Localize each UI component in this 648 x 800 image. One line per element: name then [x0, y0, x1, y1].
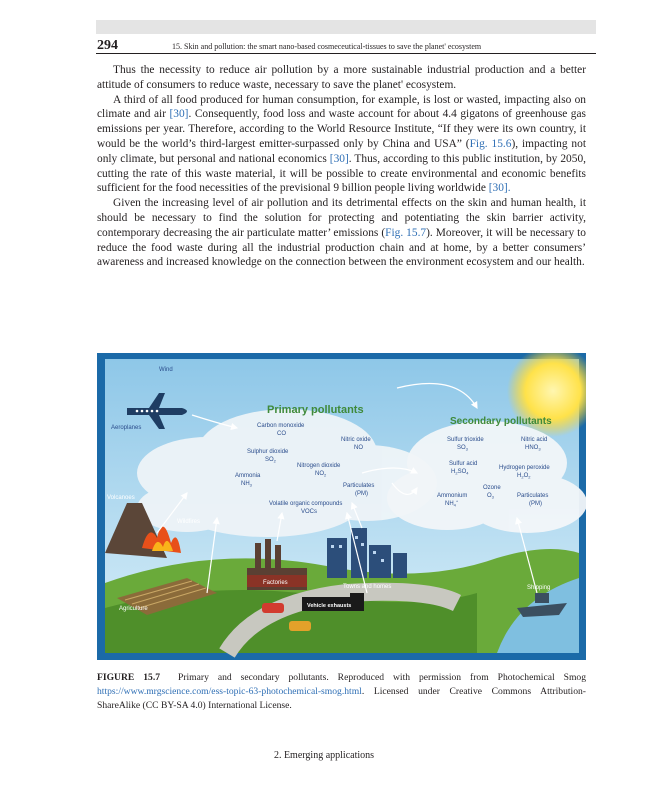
p2-text-c: ), impacting not only climate, but personal and national economics: [97, 137, 586, 165]
paragraph-1: Thus the necessity to reduce air pollution by a more sustainable industrial production and a better attitude of consumers to reduce waste, necessary to save the planet' ecosystem.: [97, 64, 586, 91]
truck-cab-icon: [350, 593, 364, 611]
factories-label: Factories: [263, 580, 288, 586]
ozone-name: Ozone: [483, 485, 501, 491]
co-formula: CO: [277, 431, 286, 437]
fig-15-6-link[interactable]: Fig. 15.6: [469, 137, 512, 150]
ref-30-link[interactable]: [30]: [169, 108, 189, 121]
ozone-formula: $O_3$: [487, 493, 494, 500]
p2-text-a: A third of all food produced for human consumption, for example, is lost or wasted, impacting also on climate and air: [97, 93, 586, 121]
wildfires-label: Wildfires: [177, 519, 201, 525]
paragraph-3: [97, 196, 586, 270]
no-formula: NO: [354, 445, 363, 451]
p2-text-b: . Consequently, food loss and waste account for about 4.4 gigatons of greenhouse gas emissions per year. Therefore, according to the World Resource Institute, “If they were its own country, it would be the world’s third-largest emitter-surpassed only by China and USA” (: [97, 108, 586, 150]
pm2-formula: (PM): [529, 501, 542, 507]
vehicle-label: Vehicle exhausts: [307, 603, 352, 609]
shipping-label: Shipping: [527, 585, 551, 591]
nh4-formula: $NH_4^+$: [445, 498, 459, 508]
caption-text-2: . Licensed under Creative Commons Attribution-ShareAlike (CC BY-SA 4.0) International License.: [97, 686, 586, 711]
so3-name: Sulfur trioxide: [447, 437, 484, 443]
hno3-formula: $HNO_3$: [525, 445, 541, 452]
towns-label: Towns and homes: [343, 584, 392, 590]
no2-name: Nitrogen dioxide: [297, 463, 341, 469]
aeroplanes-label: Aeroplanes: [111, 425, 142, 431]
caption-text: Primary and secondary pollutants. Reproduced with permission from Photochemical Smog: [177, 672, 587, 683]
caption-label: FIGURE 15.7: [97, 672, 161, 683]
agriculture-label: Agriculture: [119, 606, 148, 612]
pm-name: Particulates: [343, 483, 375, 489]
fig-15-7-link[interactable]: Fig. 15.7: [385, 226, 427, 239]
pm-formula: (PM): [355, 491, 368, 497]
header-bar: [96, 20, 596, 34]
header-rule: [96, 53, 596, 54]
ship-cabin-icon: [535, 593, 549, 603]
p3-text-a: Given the increasing level of air pollution and its detrimental effects on the skin and human health, it should be necessary to find the solution for protecting and potentiating the skin barrier activity, contemporary decreasing the air particulate matter’ emissions (: [97, 197, 586, 239]
so2-name: Sulphur dioxide: [247, 449, 289, 455]
figure-15-7: [97, 353, 586, 660]
ref-30-link[interactable]: [30]: [329, 152, 349, 165]
car-yellow-icon: [289, 621, 311, 631]
page-number: 294: [97, 38, 118, 53]
volcanoes-label: Volcanoes: [107, 495, 135, 501]
ref-30-link[interactable]: [30].: [488, 182, 511, 195]
h2o2-formula: $H_2O_2$: [517, 473, 531, 480]
car-red-icon: [262, 603, 284, 613]
nh4-name: Ammonium: [437, 493, 468, 499]
no-name: Nitric oxide: [341, 437, 371, 443]
voc-name: Volatile organic compounds: [269, 501, 343, 507]
running-head: 15. Skin and pollution: the smart nano-based cosmeceutical-tissues to save the planet' ecosystem: [172, 42, 482, 51]
caption-url-link[interactable]: https://www.mrgscience.com/ess-topic-63-photochemical-smog.html: [97, 686, 362, 697]
so3-formula: $SO_3$: [457, 445, 468, 452]
page-footer: 2. Emerging applications: [273, 750, 375, 761]
wind-label: Wind: [159, 367, 173, 373]
h2so4-formula: $H_2SO_4$: [451, 469, 469, 476]
nh3-name: Ammonia: [235, 473, 261, 479]
pm2-name: Particulates: [517, 493, 549, 499]
p2-text-d: . Thus, according to this public institution, by 2050, cutting the rate of this waste material, it will be possible to create environmental and economic benefits sufficient for the food necessities of the previsional 9 billion people living worldwide: [97, 152, 586, 195]
h2so4-name: Sulfur acid: [449, 461, 478, 467]
voc-formula: VOCs: [301, 509, 318, 515]
nh3-formula: $NH_3$: [241, 481, 252, 488]
p3-text-b: ). Moreover, it will be necessary to reduce the food waste during all the industrial production chain and at home, by a better consumers’ awareness and increased knowledge on the connection between the environment ecosystem and our health.: [97, 226, 586, 269]
co-name: Carbon monoxide: [257, 423, 305, 429]
body-text: [97, 63, 586, 270]
pollutants-illustration: [97, 353, 586, 660]
so2-formula: $SO_2$: [265, 457, 276, 464]
primary-title: Primary pollutants: [267, 404, 364, 416]
no2-formula: $NO_2$: [315, 471, 327, 478]
h2o2-name: Hydrogen peroxide: [499, 465, 550, 471]
figure-caption: [97, 671, 586, 713]
hno3-name: Nitric acid: [521, 437, 548, 443]
secondary-title: Secondary pollutants: [450, 416, 552, 427]
paragraph-2: [97, 93, 586, 197]
